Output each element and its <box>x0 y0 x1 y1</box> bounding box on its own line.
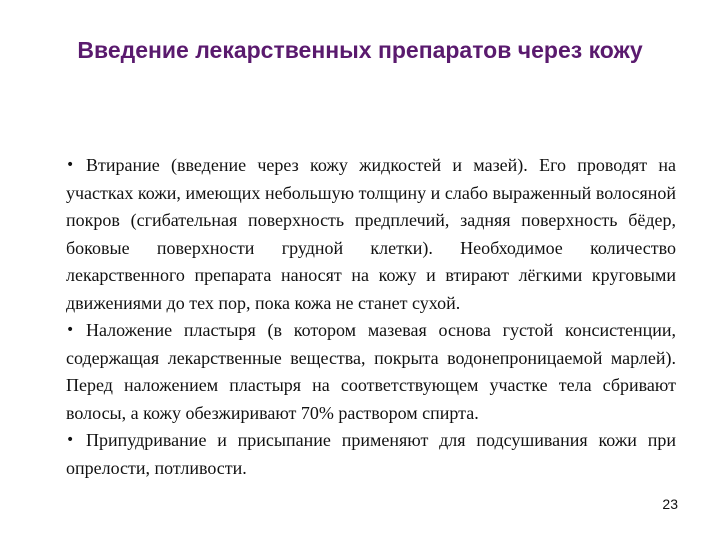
bullet-item-rubbing <box>66 152 676 317</box>
bullet-icon: • <box>66 432 75 448</box>
slide-body <box>66 152 676 482</box>
bullet-icon: • <box>66 322 75 338</box>
bullet-item-powdering <box>66 427 676 482</box>
bullet-text: Втирание (введение через кожу жидкостей и мазей). Его проводят на участках кожи, имеющих небольшую толщину и слабо выраженный волосяной покров (сгибательная поверхность предплечий, задняя поверхность бёдер, боковые поверхности грудной клетки). Необходимое количество лекарственного препарата наносят на кожу и втирают лёгкими круговыми движениями до тех пор, пока кожа не станет сухой. <box>66 155 676 313</box>
bullet-text: Наложение пластыря (в котором мазевая основа густой консистенции, содержащая лекарственные вещества, покрыта водонепроницаемой марлей). Перед наложением пластыря на соответствующем участке тела сбривают волосы, а кожу обезжиривают 70% раствором спирта. <box>66 320 676 423</box>
bullet-text: Припудривание и присыпание применяют для подсушивания кожи при опрелости, потливости. <box>66 430 676 478</box>
bullet-icon: • <box>66 157 75 173</box>
slide-title: Введение лекарственных препаратов через кожу <box>77 37 643 63</box>
bullet-item-plaster <box>66 317 676 427</box>
page-number: 23 <box>662 496 678 512</box>
